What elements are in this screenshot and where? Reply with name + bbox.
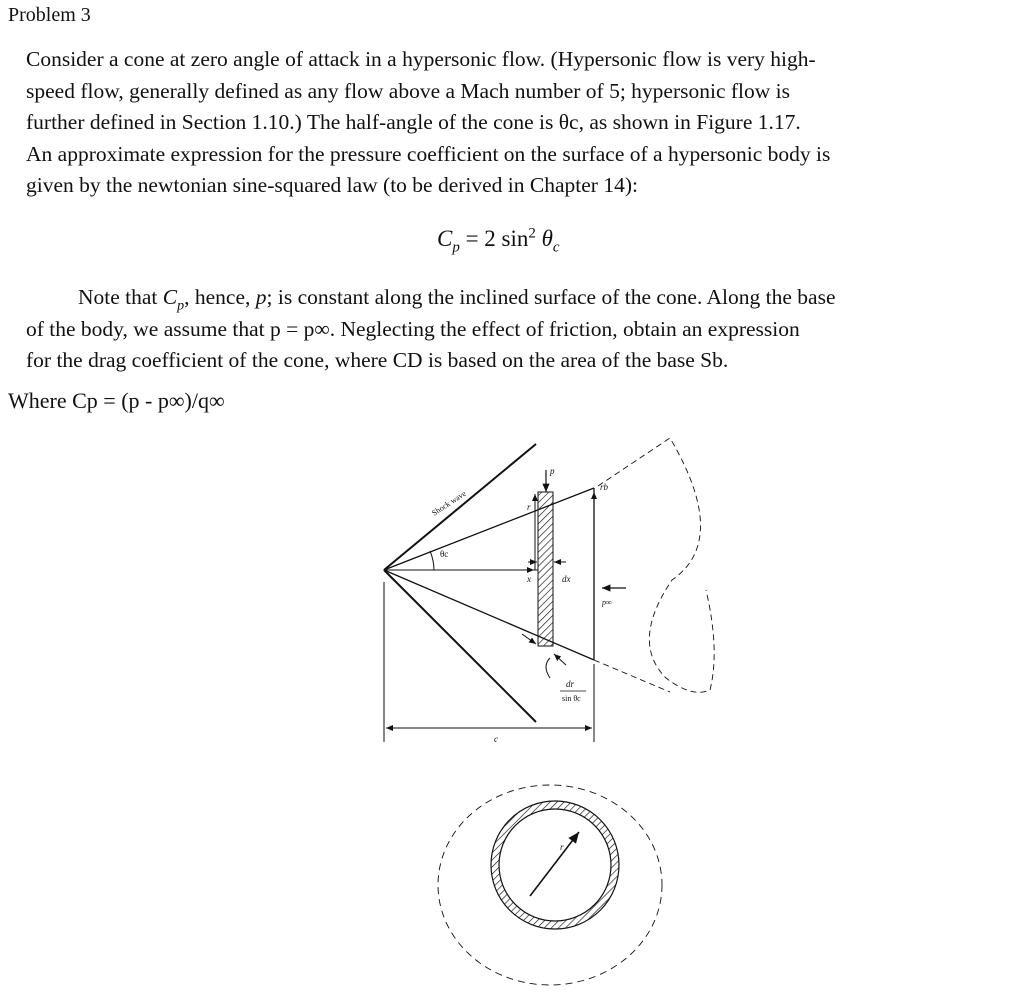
paragraph-line: given by the newtonian sine-squared law (to be derived in Chapter 14):: [26, 173, 638, 197]
problem-statement-paragraph: [26, 44, 830, 202]
half-angle-arc: [430, 551, 434, 570]
dr-arrow-upper: [522, 634, 536, 644]
equation-theta: θ: [541, 226, 553, 251]
theta-c-label: θc: [440, 549, 449, 559]
p-label: p: [550, 466, 555, 476]
flow-region-outline: [594, 438, 714, 692]
problem-heading: Problem 3: [8, 4, 91, 26]
rb-label: rb: [600, 482, 609, 492]
cone-figure: [370, 430, 730, 990]
sine-squared-law-equation: [437, 225, 560, 256]
equation-lhs-subscript: p: [452, 239, 460, 256]
sin-theta-label: sin θc: [562, 694, 581, 703]
paragraph-line: speed flow, generally defined as any flow above a Mach number of 5; hypersonic flow is: [26, 78, 791, 103]
pressure-coefficient-definition: Where Cp = (p - p∞)/q∞: [8, 388, 225, 413]
paragraph-text: ; is constant along the inclined surface of the cone. Along the base: [266, 285, 836, 309]
equation-rhs-coefficient: = 2 sin: [465, 226, 529, 251]
paragraph-line: for the drag coefficient of the cone, where CD is based on the area of the base Sb.: [26, 348, 729, 372]
paragraph-text: , hence,: [184, 285, 256, 309]
equation-lhs: C: [437, 226, 453, 251]
base-view-inner-circle: [499, 809, 611, 921]
equation-exponent: 2: [528, 225, 536, 242]
paragraph-line: An approximate expression for the pressure coefficient on the surface of a hypersonic body is: [26, 141, 831, 166]
base-view-r-label: r: [560, 842, 564, 852]
drag-coefficient-paragraph: [26, 282, 836, 377]
dr-label: dr: [566, 679, 575, 689]
cone-upper-surface: [384, 488, 594, 570]
shock-wave-upper: [384, 444, 536, 570]
x-label: x: [527, 574, 531, 584]
p-infinity-label: p∞: [602, 598, 612, 607]
paragraph-line: Consider a cone at zero angle of attack in a hypersonic flow. (Hypersonic flow is very high-: [26, 47, 816, 71]
paragraph-line: of the body, we assume that p = p∞. Neglecting the effect of friction, obtain an expression: [26, 316, 800, 341]
paragraph-text: Note that: [78, 285, 163, 309]
r-label: r: [527, 502, 531, 512]
shock-wave-lower: [384, 570, 536, 722]
equation-theta-subscript: c: [552, 239, 560, 256]
paragraph-line: further defined in Section 1.10.) The half-angle of the cone is θc, as shown in Figure 1.17.: [26, 110, 801, 134]
dr-arrow-lower: [554, 654, 566, 665]
surface-strip: [538, 492, 553, 646]
dx-label: dx: [562, 574, 571, 584]
paragraph-line: Note that $C_p$, hence, p; is constant along the inclined surface of the cone. Along the base: [78, 285, 836, 314]
shock-wave-label: Shock wave: [430, 488, 468, 518]
dr-leader: [546, 658, 550, 678]
c-label: c: [494, 734, 498, 744]
